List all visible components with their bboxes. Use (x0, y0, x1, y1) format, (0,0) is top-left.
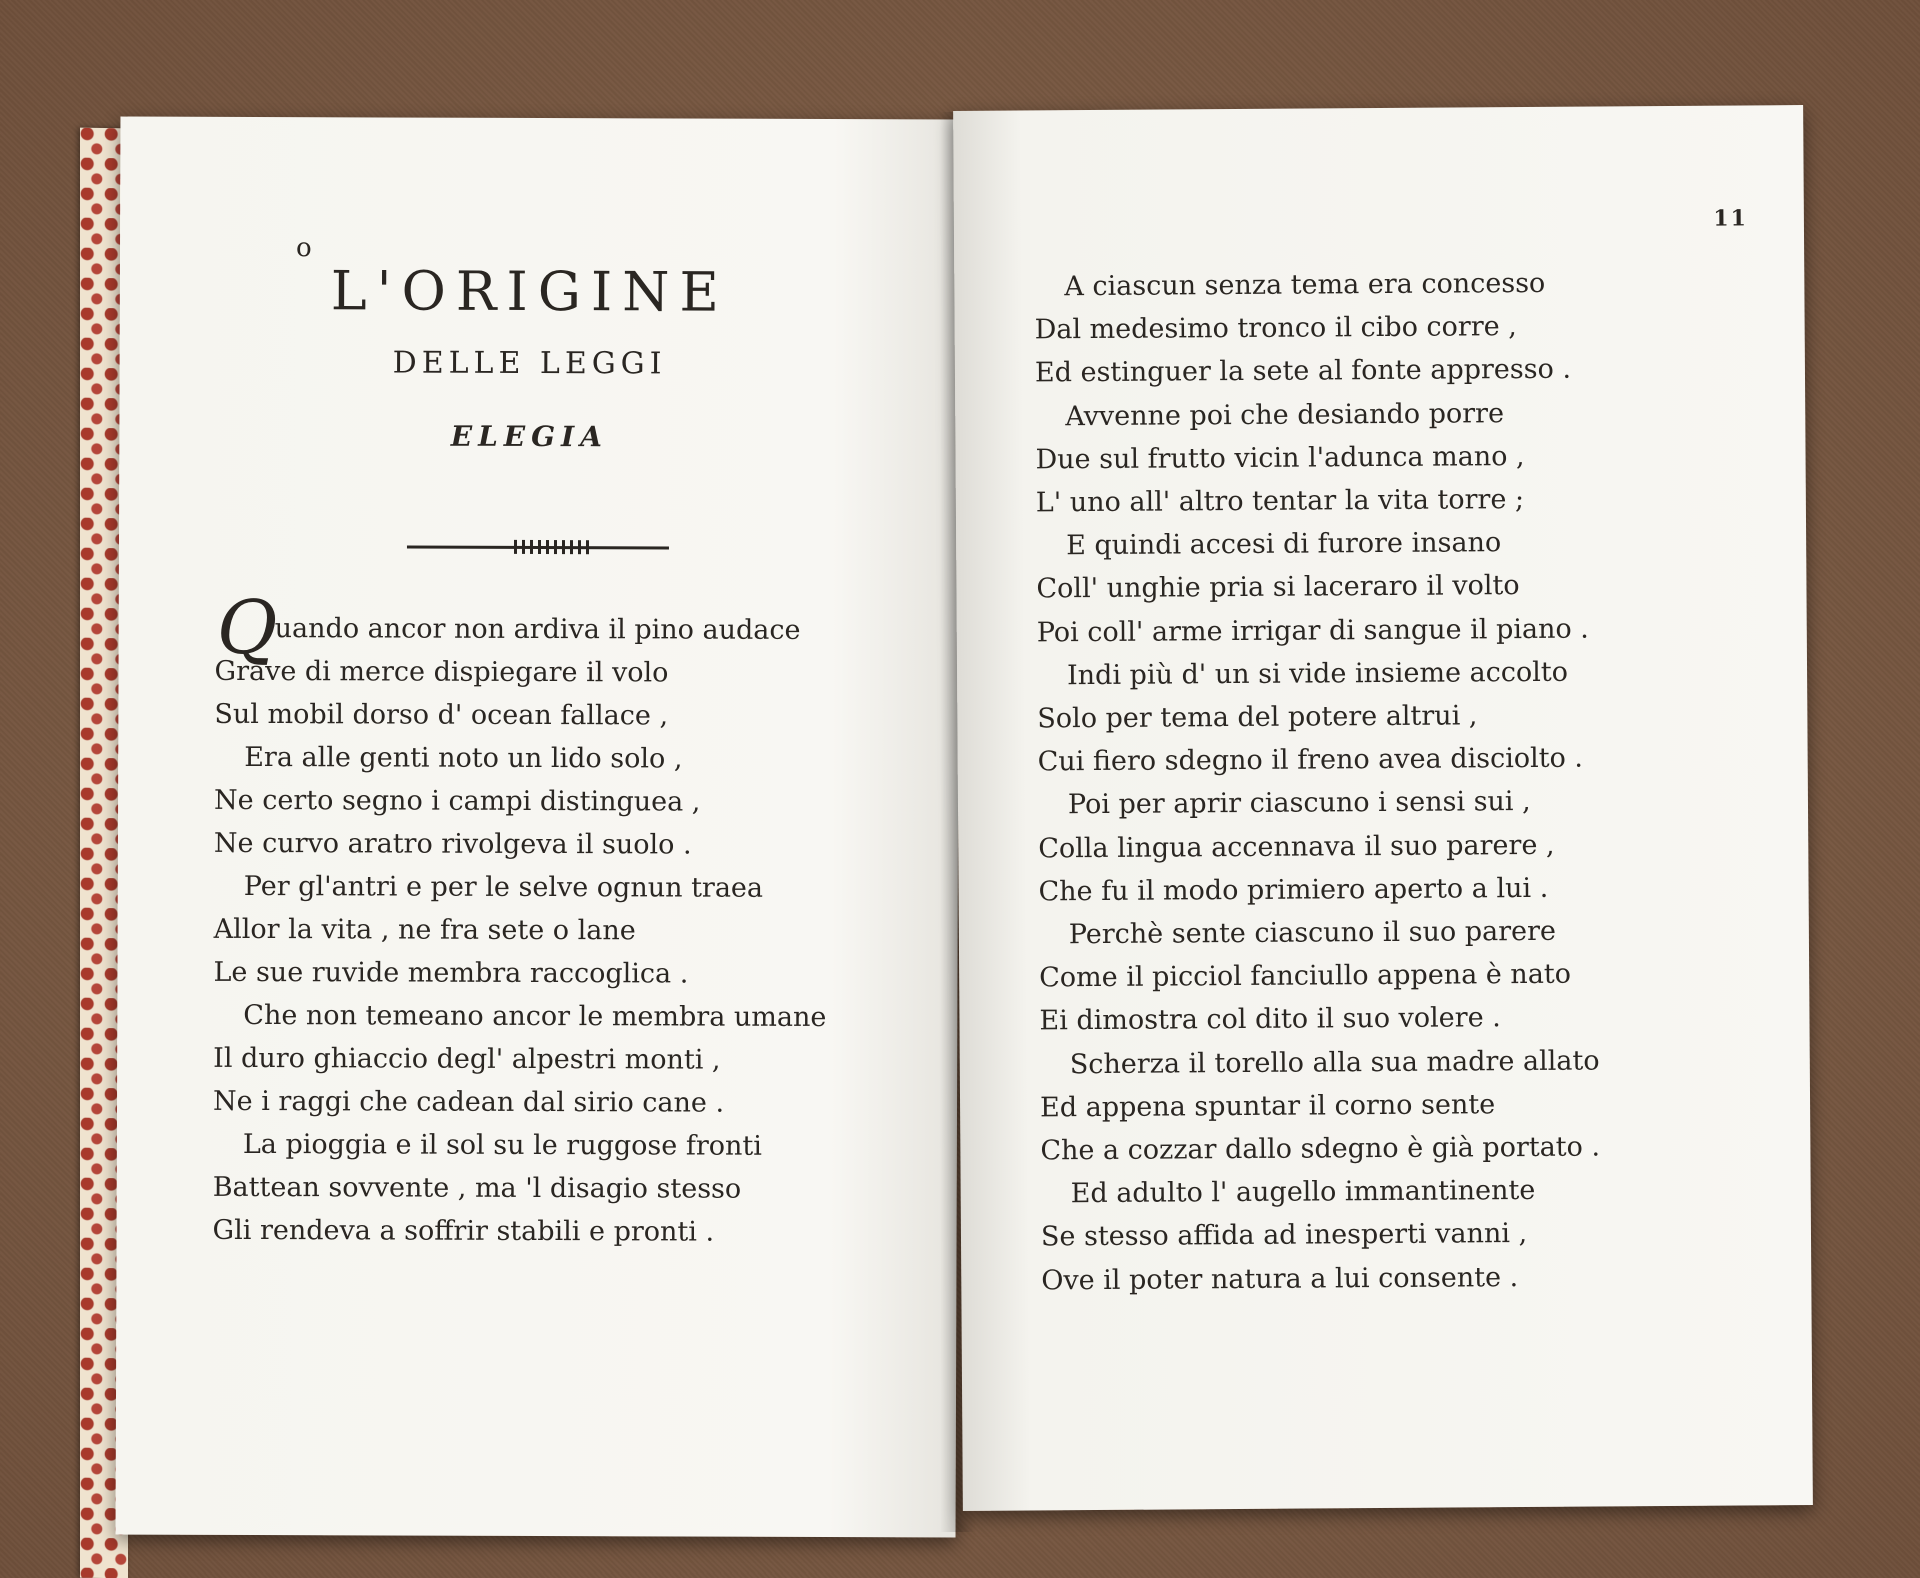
verse-line: E quindi accesi di furore insano (1066, 527, 1502, 562)
verse-line: Il duro ghiaccio degl' alpestri monti , (213, 1042, 721, 1076)
drop-cap: Q (216, 584, 278, 672)
verse-line: Solo per tema del potere altrui , (1037, 700, 1478, 735)
page-number-left: o (295, 233, 312, 264)
verse-line: Coll' unghie pria si laceraro il volto (1036, 570, 1520, 605)
verse-line: Che non temeano ancor le membra umane (243, 999, 827, 1034)
verse-line: Ne i raggi che cadean dal sirio cane . (212, 1085, 725, 1119)
verse-line: Battean sovvente , ma 'l disagio stesso (212, 1171, 742, 1205)
verse-line: Ne curvo aratro rivolgeva il suolo . (213, 827, 692, 861)
poem-title: L'ORIGINE (330, 259, 730, 324)
poem-subtitle: DELLE LEGGI (392, 345, 667, 382)
verse-line: Ed appena spuntar il corno sente (1039, 1089, 1496, 1124)
verse-line: Scherza il torello alla sua madre allato (1069, 1045, 1600, 1080)
verse-line: Colla lingua accennava il suo parere , (1038, 829, 1555, 865)
verse-line: Sul mobil dorso d' ocean fallace , (214, 698, 669, 732)
verse-line: Perchè sente ciascuno il suo parere (1068, 915, 1557, 951)
left-page (116, 117, 961, 1538)
verse-line: Gli rendeva a soffrir stabili e pronti . (212, 1214, 715, 1248)
verse-line: A ciascun senza tema era concesso (1064, 267, 1546, 303)
verse-line: Avvenne poi che desiando porre (1065, 397, 1505, 432)
verse-line: Due sul frutto vicin l'adunca mano , (1035, 440, 1525, 476)
verse-line: Cui fiero sdegno il freno avea disciolto . (1037, 742, 1584, 778)
verse-line: Grave di merce dispiegare il volo (214, 655, 669, 689)
ornamental-rule-center (514, 540, 594, 554)
verse-line: Poi per aprir ciascuno i sensi sui , (1067, 786, 1531, 821)
verse-line: Ove il poter natura a lui consente . (1041, 1261, 1519, 1296)
verse-line: Se stesso affida ad inesperti vanni , (1040, 1218, 1528, 1253)
verse-line: Le sue ruvide membra raccoglica . (213, 956, 689, 990)
verse-line: Era alle genti noto un lido solo , (244, 741, 683, 775)
verse-line: Ne certo segno i campi distinguea , (214, 784, 701, 818)
verse-line: La pioggia e il sol su le ruggose fronti (242, 1128, 762, 1162)
verse-line: Che a cozzar dallo sdegno è già portato . (1040, 1131, 1601, 1167)
verse-line: Ed adulto l' augello immantinente (1070, 1175, 1536, 1210)
verse-line: Dal medesimo tronco il cibo corre , (1034, 311, 1517, 346)
verse-line: Per gl'antri e per le selve ognun traea (243, 870, 764, 904)
left-verse-list (212, 612, 935, 1248)
poem-genre: ELEGIA (450, 419, 608, 454)
verse-line: Che fu il modo primiero aperto a lui . (1038, 872, 1549, 908)
verse-line: Poi coll' arme irrigar di sangue il piano . (1036, 613, 1589, 649)
verse-line: Ed estinguer la sete al fonte appresso . (1034, 354, 1572, 389)
right-verse-list (1034, 265, 1754, 1296)
page-number-right: 11 (1713, 205, 1748, 232)
verse-line: uando ancor non ardiva il pino audace (274, 613, 801, 646)
verse-line: Ei dimostra col dito il suo volere . (1039, 1002, 1501, 1037)
verse-line: Allor la vita , ne fra sete o lane (213, 913, 636, 947)
verse-line: L' uno all' altro tentar la vita torre ; (1035, 484, 1525, 519)
verse-line: Come il picciol fanciullo appena è nato (1039, 958, 1572, 994)
right-page (953, 105, 1813, 1511)
verse-line: Indi più d' un si vide insieme accolto (1066, 656, 1569, 691)
